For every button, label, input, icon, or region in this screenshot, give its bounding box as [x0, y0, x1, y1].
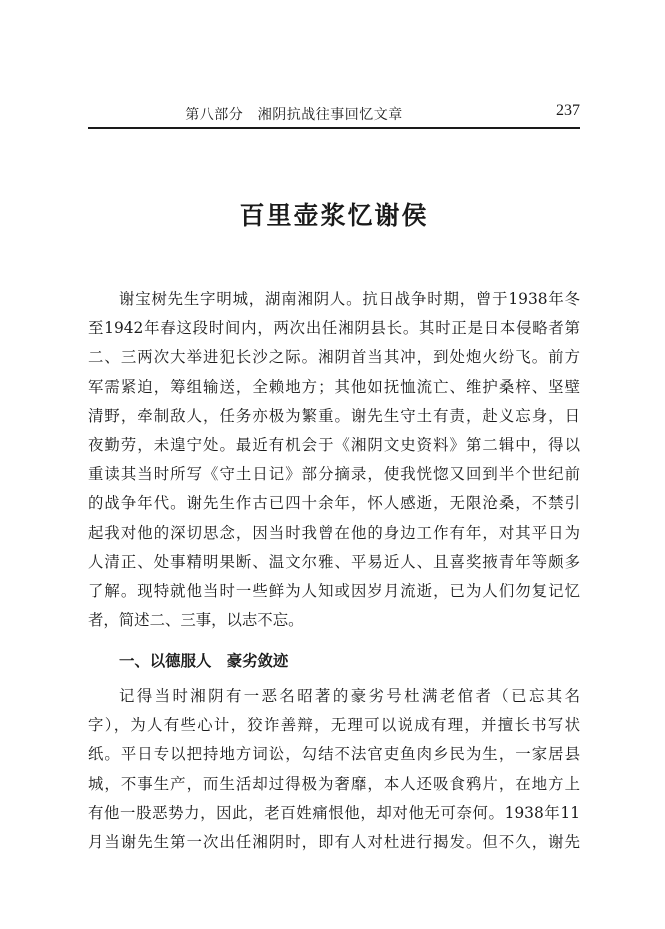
running-header — [88, 100, 580, 128]
text-line: 有他一股恶势力，因此，老百姓痛恨他，却对他无可奈何。1938年11 — [88, 803, 580, 822]
text-line: 月当谢先生第一次出任湘阴时，即有人对杜进行揭发。但不久，谢先 — [88, 832, 580, 851]
text-line: 谢宝树先生字明城，湖南湘阴人。抗日战争时期，曾于1938年冬 — [119, 290, 580, 308]
text-line: 字），为人有些心计，狡诈善辩，无理可以说成有理，并擅长书写状 — [88, 716, 580, 735]
text-line: 至1942年春这段时间内，两次出任湘阴县长。其时正是日本侵略者第 — [88, 319, 580, 338]
section-heading: 一、以德服人 豪劣敛迹 — [119, 652, 289, 670]
article-title: 百里壶浆忆谢侯 — [239, 201, 429, 230]
text-line: 城，不事生产，而生活却过得极为奢靡，本人还吸食鸦片，在地方上 — [88, 774, 580, 793]
text-line: 二、三两次大举进犯长沙之际。湘阴首当其冲，到处炮火纷飞。前方 — [88, 348, 580, 367]
text-line: 了解。现特就他当时一些鲜为人知或因岁月流逝，已为人们勿复记忆 — [88, 581, 580, 600]
text-line: 者，简述二、三事，以志不忘。 — [88, 611, 304, 630]
header-section-title: 第八部分 湘阴抗战往事回忆文章 — [185, 107, 403, 123]
text-line: 的战争年代。谢先生作古已四十余年，怀人感逝，无限沧桑，不禁引 — [88, 494, 580, 513]
text-line: 人清正、处事精明果断、温文尔雅、平易近人、且喜奖掖青年等颇多 — [88, 552, 580, 571]
paragraph-2 — [88, 682, 580, 857]
text-line: 清野，牵制敌人，任务亦极为繁重。谢先生守土有责，赴义忘身，日 — [88, 406, 580, 425]
page-number: 237 — [556, 102, 580, 119]
text-line: 重读其当时所写《守土日记》部分摘录，使我恍惚又回到半个世纪前 — [88, 465, 580, 484]
paragraph-1 — [88, 285, 580, 635]
text-line: 夜勤劳，未遑宁处。最近有机会于《湘阴文史资料》第二辑中，得以 — [88, 435, 580, 454]
text-line: 纸。平日专以把持地方词讼，勾结不法官吏鱼肉乡民为生，一家居县 — [88, 745, 580, 764]
header-rule — [88, 127, 580, 129]
text-line: 记得当时湘阴有一恶名昭著的豪劣号杜满老倌者（已忘其名 — [119, 687, 580, 705]
text-line: 军需紧迫，筹组输送，全赖地方；其他如抚恤流亡、维护桑梓、坚壁 — [88, 377, 580, 396]
text-line: 起我对他的深切思念，因当时我曾在他的身边工作有年，对其平日为 — [88, 523, 580, 542]
